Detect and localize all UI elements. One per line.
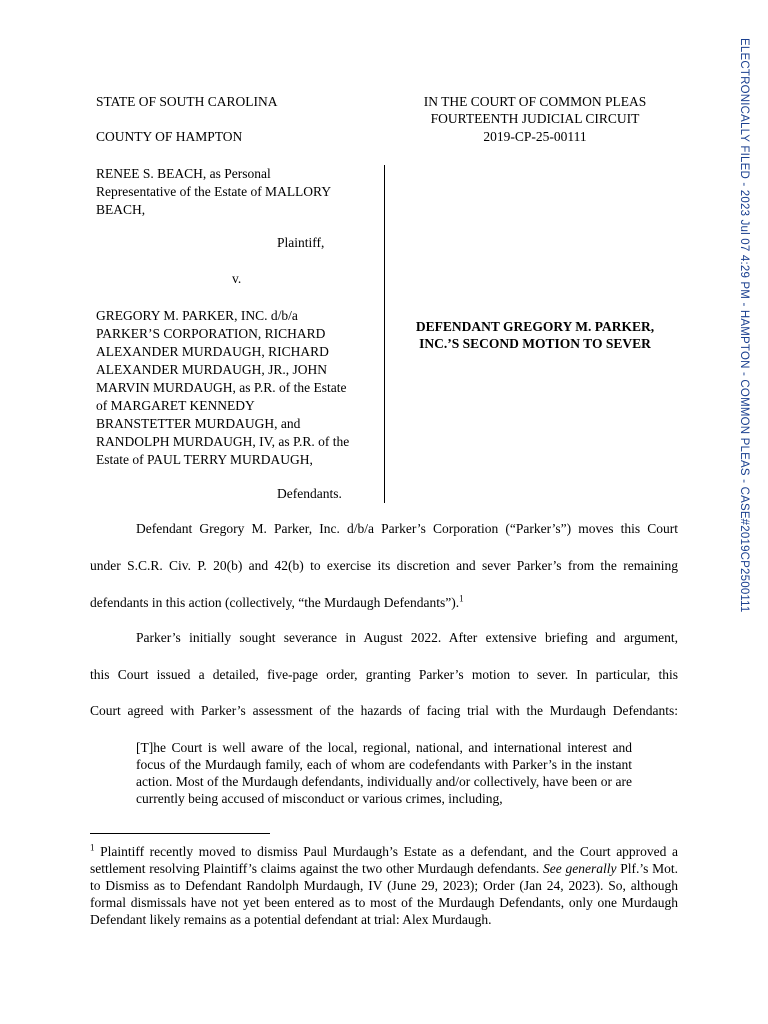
court-name-line1: IN THE COURT OF COMMON PLEAS <box>423 94 647 109</box>
plaintiff-line: RENEE S. BEACH, as Personal <box>96 166 271 181</box>
caption-divider <box>384 165 385 503</box>
paragraph-1-line: Defendant Gregory M. Parker, Inc. d/b/a Parker’s Corporation (“Parker’s”) moves this Court <box>136 521 678 536</box>
paragraph-2-line: Court agreed with Parker’s assessment of the hazards of facing trial with the Murdaugh Defendants: <box>90 703 678 718</box>
county-caption: COUNTY OF HAMPTON <box>96 129 243 144</box>
paragraph-2-line: Parker’s initially sought severance in August 2022. After extensive briefing and argument, <box>136 630 678 645</box>
footnote <box>90 843 678 928</box>
defendant-role: Defendants. <box>277 486 342 501</box>
plaintiff-block <box>96 165 381 219</box>
paragraph-1-line: under S.C.R. Civ. P. 20(b) and 42(b) to exercise its discretion and sever Parker’s from the remaining <box>90 558 678 573</box>
defendant-line: GREGORY M. PARKER, INC. d/b/a <box>96 308 298 323</box>
plaintiff-line: BEACH, <box>96 202 146 217</box>
paragraph-2-line: this Court issued a detailed, five-page order, granting Parker’s motion to sever. In particular, this <box>90 667 678 682</box>
defendants-block <box>96 307 381 469</box>
defendant-line: MARVIN MURDAUGH, as P.R. of the Estate <box>96 380 347 395</box>
state-caption: STATE OF SOUTH CAROLINA <box>96 94 278 109</box>
paragraph-1-line-last <box>90 595 678 611</box>
motion-title-line: INC.’S SECOND MOTION TO SEVER <box>419 336 651 351</box>
motion-title-line: DEFENDANT GREGORY M. PARKER, <box>415 319 655 334</box>
block-quote: [T]he Court is well aware of the local, regional, national, and international interest and focus of the Murdaugh family, each of whom are codefendants with Parker’s in the instant action. Most of the Murdaugh defendants, individually and/or collectively, have been or are currently being accused of misconduct or various crimes, including, <box>136 740 632 806</box>
defendant-line: PARKER’S CORPORATION, RICHARD <box>96 326 326 341</box>
defendant-line: RANDOLPH MURDAUGH, IV, as P.R. of the <box>96 434 350 449</box>
defendant-line: ALEXANDER MURDAUGH, JR., JOHN <box>96 362 328 377</box>
electronic-filing-stamp: ELECTRONICALLY FILED - 2023 Jul 07 4:29 PM - HAMPTON - COMMON PLEAS - CASE#2019CP2500111 <box>738 38 750 613</box>
footnote-separator <box>90 833 270 834</box>
defendant-line: of MARGARET KENNEDY <box>96 398 255 413</box>
case-number: 2019-CP-25-00111 <box>483 129 587 144</box>
defendant-line: BRANSTETTER MURDAUGH, and <box>96 416 301 431</box>
footnote-ref: 1 <box>459 593 464 604</box>
footnote-signal: See generally <box>543 861 617 876</box>
plaintiff-line: Representative of the Estate of MALLORY <box>96 184 332 199</box>
motion-title <box>395 318 675 352</box>
footnote-text-b: Plf.’s Mot. to Dismiss as to Defendant Randolph Murdaugh, IV (June 29, 2023); Order (Jan 24, 2023). So, although formal dismissals have not yet been entered as to most of the Murdaugh Defendants, only one Murdaugh Defendant likely remains as a potential defendant at trial: Alex Murdaugh. <box>90 861 679 927</box>
paragraph-1-text: defendants in this action (collectively, “the Murdaugh Defendants”). <box>90 595 460 610</box>
footnote-text-a: Plaintiff recently moved to dismiss Paul Murdaugh’s Estate as a defendant, and the Court approved a settlement resolving Plaintiff’s claims against the two other Murdaugh defendants. <box>90 844 678 876</box>
footnote-marker: 1 <box>90 842 95 853</box>
court-name-line2: FOURTEENTH JUDICIAL CIRCUIT <box>430 111 640 126</box>
plaintiff-role: Plaintiff, <box>277 235 325 250</box>
versus-label: v. <box>232 271 242 286</box>
defendant-line: ALEXANDER MURDAUGH, RICHARD <box>96 344 329 359</box>
defendant-line: Estate of PAUL TERRY MURDAUGH, <box>96 452 313 467</box>
